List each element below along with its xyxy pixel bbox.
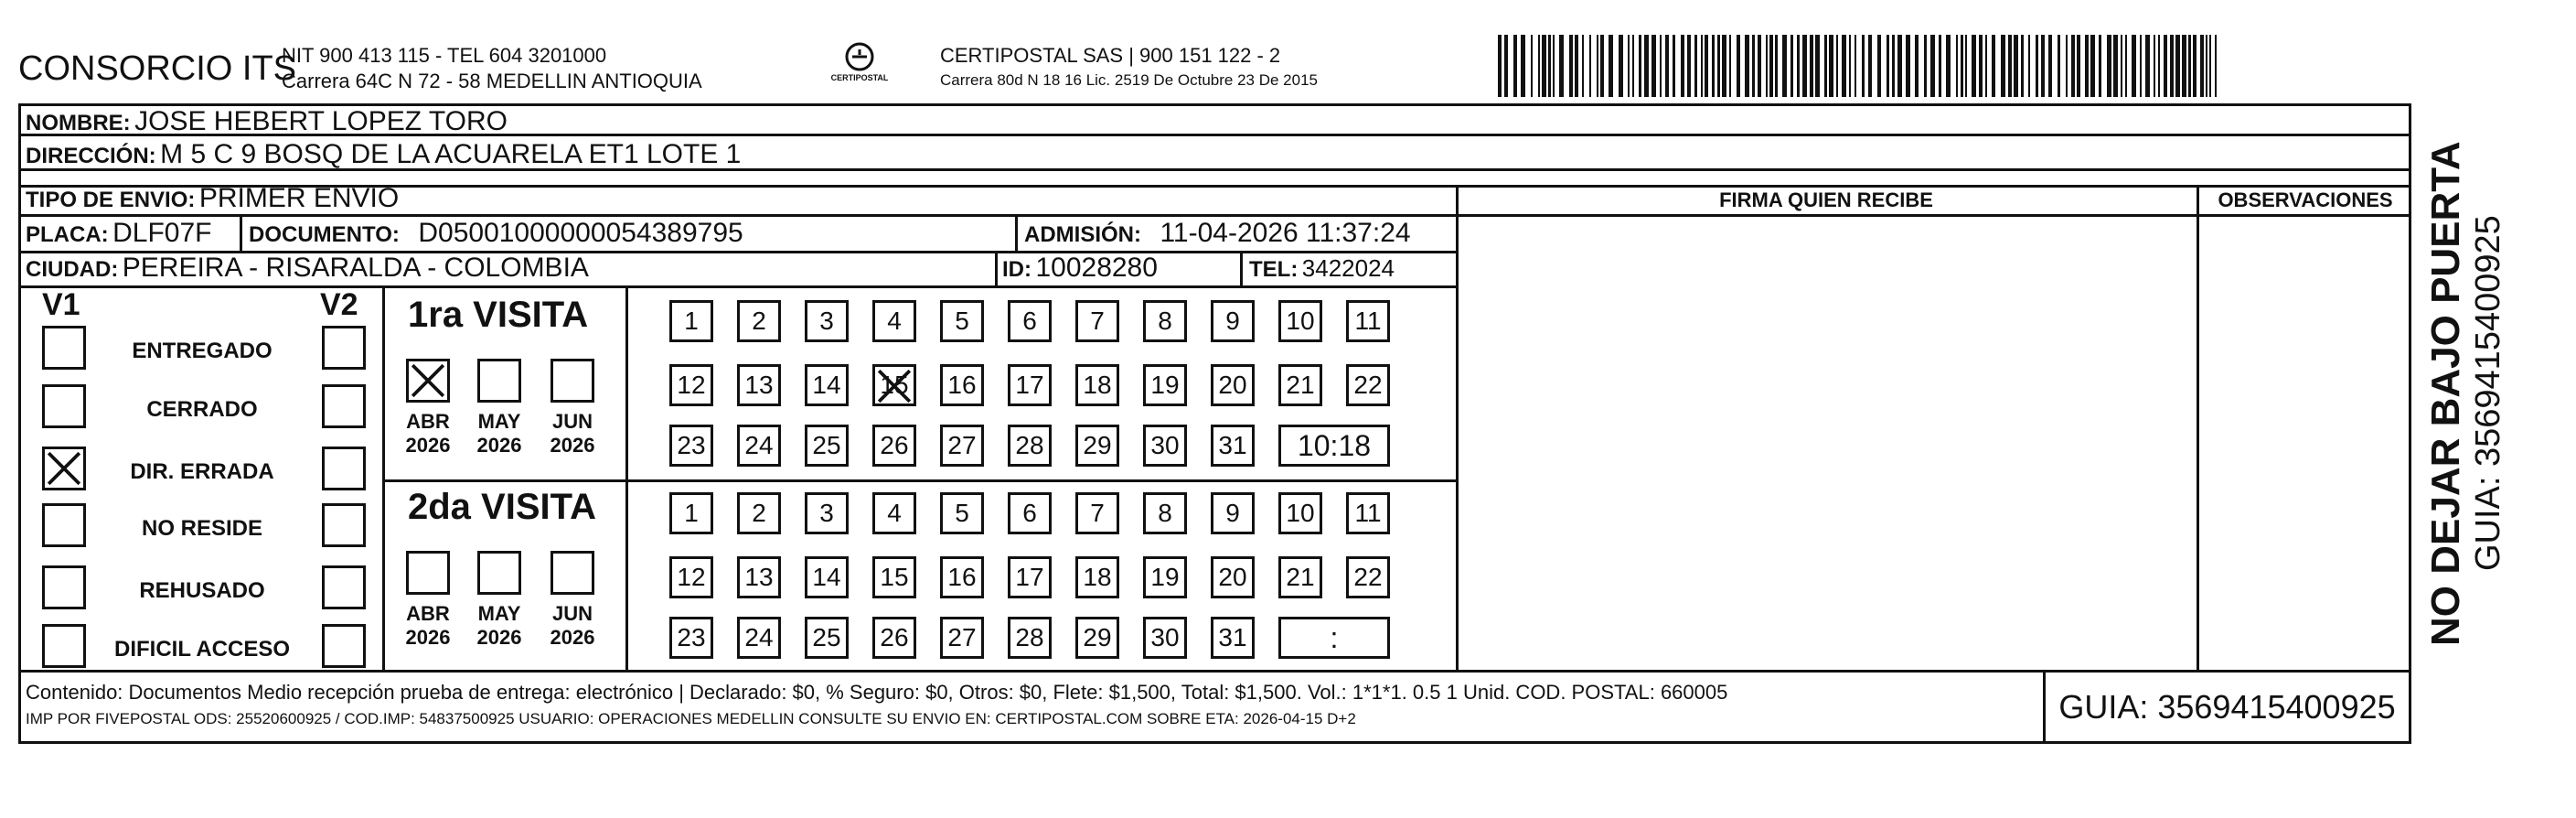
day-box[interactable]: 25 xyxy=(805,425,849,467)
barcode-bar xyxy=(1673,35,1675,97)
day-box[interactable]: 18 xyxy=(1075,364,1119,406)
barcode-bar xyxy=(1589,35,1591,97)
day-box[interactable]: 11 xyxy=(1346,492,1390,534)
barcode-bar xyxy=(1887,35,1889,97)
tel-row xyxy=(1249,254,1395,283)
direccion-label: DIRECCIÓN: xyxy=(26,144,156,168)
barcode-bar xyxy=(1701,35,1703,97)
address-line: Carrera 64C N 72 - 58 MEDELLIN ANTIOQUIA xyxy=(282,70,702,92)
barcode-bar xyxy=(1644,35,1649,97)
barcode-bar xyxy=(1498,35,1502,97)
day-box[interactable]: 25 xyxy=(805,617,849,659)
day-box[interactable]: 26 xyxy=(872,425,916,467)
v2-checkbox[interactable] xyxy=(322,565,366,609)
barcode-bar xyxy=(1877,35,1881,97)
barcode-bar xyxy=(1946,35,1951,97)
v2-checkbox[interactable] xyxy=(322,447,366,490)
barcode-bar xyxy=(2145,35,2150,97)
nit-line: NIT 900 413 115 - TEL 604 3201000 xyxy=(282,44,607,67)
barcode-bar xyxy=(1824,35,1827,97)
license-line: Carrera 80d N 18 16 Lic. 2519 De Octubre 23 De 2015 xyxy=(940,71,1318,89)
documento-row xyxy=(249,218,743,249)
barcode-bar xyxy=(1790,35,1793,97)
barcode-bar xyxy=(1775,35,1778,97)
barcode-bar xyxy=(1722,35,1726,97)
logo-label: CERTIPOSTAL xyxy=(830,73,889,82)
month-label xyxy=(397,602,459,650)
ciudad-label: CIUDAD: xyxy=(26,257,119,282)
month-label xyxy=(468,602,530,650)
nombre-value: JOSE HEBERT LOPEZ TORO xyxy=(134,106,508,136)
barcode-bar xyxy=(1548,35,1551,97)
v2-checkbox[interactable] xyxy=(322,326,366,370)
day-box[interactable]: 11 xyxy=(1346,300,1390,342)
barcode-bar xyxy=(1930,35,1935,97)
barcode-bar xyxy=(1651,35,1656,97)
footer-line2: IMP POR FIVEPOSTAL ODS: 25520600925 / COD.IMP: 54837500925 USUARIO: OPERACIONES MEDELLIN CONSULTE SU ENVIO EN: CERTIPOSTAL.COM SOBRE ETA: 2026-04-15 D+2 xyxy=(26,710,1356,727)
day-box[interactable]: 2 xyxy=(737,492,781,534)
day-box[interactable]: 12 xyxy=(669,556,713,598)
barcode-bar xyxy=(1575,35,1578,97)
day-box[interactable]: 29 xyxy=(1075,425,1119,467)
barcode-bar xyxy=(2107,35,2111,97)
day-box[interactable]: 10 xyxy=(1278,492,1322,534)
time-box[interactable]: : xyxy=(1278,617,1390,659)
day-box[interactable]: 31 xyxy=(1211,425,1255,467)
barcode-bar xyxy=(2215,35,2217,97)
barcode-bar xyxy=(1639,35,1641,97)
month-label xyxy=(397,410,459,457)
day-box[interactable]: 18 xyxy=(1075,556,1119,598)
day-box[interactable]: 23 xyxy=(669,617,713,659)
day-box[interactable]: 12 xyxy=(669,364,713,406)
barcode-bar xyxy=(1531,35,1533,97)
barcode-bar xyxy=(1559,35,1564,97)
barcode xyxy=(1496,35,2224,97)
month-name: ABR xyxy=(406,602,450,625)
barcode-bar xyxy=(1609,35,1613,97)
id-row xyxy=(1002,253,1158,284)
month-checkbox[interactable] xyxy=(550,551,594,595)
day-box[interactable]: 20 xyxy=(1211,556,1255,598)
barcode-bar xyxy=(2071,35,2075,97)
barcode-bar xyxy=(1582,35,1584,97)
barcode-bar xyxy=(2036,35,2038,97)
month-label xyxy=(541,602,604,650)
month-label xyxy=(468,410,530,457)
status-label: DIFICIL ACCESO xyxy=(113,637,290,662)
v1-label: V1 xyxy=(42,287,80,322)
barcode-bar xyxy=(1769,35,1773,97)
month-checkbox[interactable] xyxy=(406,359,450,403)
month-year: 2026 xyxy=(550,434,595,457)
direccion-row xyxy=(26,139,741,170)
month-name: MAY xyxy=(477,410,521,433)
day-box[interactable]: 13 xyxy=(737,556,781,598)
day-box[interactable]: 1 xyxy=(669,492,713,534)
barcode-bar xyxy=(2001,35,2005,97)
barcode-bar xyxy=(1965,35,1967,97)
day-box[interactable]: 7 xyxy=(1075,492,1119,534)
barcode-bar xyxy=(1758,35,1761,97)
admision-label: ADMISIÓN: xyxy=(1024,222,1141,247)
barcode-bar xyxy=(1694,35,1697,97)
day-box[interactable]: 28 xyxy=(1008,425,1052,467)
day-box[interactable]: 28 xyxy=(1008,617,1052,659)
day-box[interactable]: 10 xyxy=(1278,300,1322,342)
day-box[interactable]: 9 xyxy=(1211,300,1255,342)
barcode-bar xyxy=(1745,35,1749,97)
barcode-bar xyxy=(1712,35,1715,97)
day-box[interactable]: 6 xyxy=(1008,492,1052,534)
day-box[interactable]: 2 xyxy=(737,300,781,342)
ciudad-row xyxy=(26,253,589,284)
day-box[interactable]: 22 xyxy=(1346,364,1390,406)
day-box[interactable]: 24 xyxy=(737,617,781,659)
placa-value: DLF07F xyxy=(112,218,212,248)
status-label: CERRADO xyxy=(146,397,258,422)
day-box[interactable]: 20 xyxy=(1211,364,1255,406)
barcode-bar xyxy=(1862,35,1865,97)
ciudad-value: PEREIRA - RISARALDA - COLOMBIA xyxy=(122,253,589,283)
day-box[interactable]: 24 xyxy=(737,425,781,467)
barcode-bar xyxy=(2193,35,2197,97)
barcode-bar xyxy=(1915,35,1919,97)
barcode-bar xyxy=(1815,35,1820,97)
barcode-bar xyxy=(1513,35,1517,97)
barcode-bar xyxy=(2158,35,2160,97)
company-name: CONSORCIO ITS xyxy=(18,49,297,88)
day-box[interactable]: 16 xyxy=(940,364,984,406)
barcode-bar xyxy=(1542,35,1546,97)
day-box[interactable]: 15 xyxy=(872,364,916,406)
v1-checkbox[interactable] xyxy=(42,503,86,547)
barcode-bar xyxy=(1538,35,1540,97)
direccion-value: M 5 C 9 BOSQ DE LA ACUARELA ET1 LOTE 1 xyxy=(160,139,742,169)
side-warning: NO DEJAR BAJO PUERTA xyxy=(2423,141,2468,646)
v1-checkbox[interactable] xyxy=(42,624,86,668)
barcode-bar xyxy=(2048,35,2052,97)
barcode-bar xyxy=(2170,35,2174,97)
status-label: ENTREGADO xyxy=(132,339,273,363)
barcode-bar xyxy=(1619,35,1623,97)
day-box[interactable]: 14 xyxy=(805,556,849,598)
barcode-bar xyxy=(2090,35,2095,97)
day-box[interactable]: 19 xyxy=(1143,556,1187,598)
tel-value: 3422024 xyxy=(1301,254,1395,282)
barcode-bar xyxy=(1956,35,1958,97)
barcode-bar xyxy=(2028,35,2030,97)
barcode-bar xyxy=(2113,35,2118,97)
month-name: JUN xyxy=(551,602,593,625)
barcode-bar xyxy=(1665,35,1669,97)
barcode-bar xyxy=(2014,35,2018,97)
certipostal-line: CERTIPOSTAL SAS | 900 151 122 - 2 xyxy=(940,44,1281,67)
v2-checkbox[interactable] xyxy=(322,624,366,668)
barcode-bar xyxy=(1687,35,1691,97)
footer-line1: Contenido: Documentos Medio recepción prueba de entrega: electrónico | Declarado: $0, % Seguro: $0, Otros: $0, Flete: $1,500, Total: $1,500. Vol.: 1*1*1. 0.5 1 Unid. COD. POSTAL: 660005 xyxy=(26,681,1728,704)
placa-label: PLACA: xyxy=(26,222,109,247)
placa-row xyxy=(26,218,211,249)
barcode-bar xyxy=(1660,35,1662,97)
month-name: MAY xyxy=(477,602,521,625)
v1-checkbox[interactable] xyxy=(42,565,86,609)
day-box[interactable]: 19 xyxy=(1143,364,1187,406)
month-name: ABR xyxy=(406,410,450,433)
tipo-value: PRIMER ENVIO xyxy=(198,183,400,213)
month-label xyxy=(541,410,604,457)
day-box[interactable]: 6 xyxy=(1008,300,1052,342)
barcode-bar xyxy=(2209,35,2211,97)
month-year: 2026 xyxy=(405,626,451,649)
day-box[interactable]: 4 xyxy=(872,492,916,534)
barcode-bar xyxy=(1897,35,1902,97)
v1-checkbox[interactable] xyxy=(42,384,86,428)
barcode-bar xyxy=(1924,35,1927,97)
v2-checkbox[interactable] xyxy=(322,384,366,428)
tipo-row xyxy=(26,183,399,214)
barcode-bar xyxy=(2188,35,2191,97)
day-box[interactable]: 7 xyxy=(1075,300,1119,342)
barcode-bar xyxy=(1632,35,1634,97)
barcode-bar xyxy=(1737,35,1740,97)
v1-checkbox[interactable] xyxy=(42,326,86,370)
month-checkbox[interactable] xyxy=(406,551,450,595)
day-box[interactable]: 8 xyxy=(1143,300,1187,342)
month-checkbox[interactable] xyxy=(477,359,521,403)
documento-label: DOCUMENTO: xyxy=(249,222,400,247)
barcode-bar xyxy=(1597,35,1598,97)
barcode-bar xyxy=(2206,35,2207,97)
barcode-bar xyxy=(2085,35,2089,97)
barcode-bar xyxy=(1504,35,1508,97)
barcode-bar xyxy=(1752,35,1755,97)
day-box[interactable]: 21 xyxy=(1278,364,1322,406)
month-checkbox[interactable] xyxy=(477,551,521,595)
barcode-bar xyxy=(1628,35,1630,97)
barcode-bar xyxy=(1985,35,1987,97)
day-box[interactable]: 14 xyxy=(805,364,849,406)
day-box[interactable]: 30 xyxy=(1143,617,1187,659)
barcode-bar xyxy=(2132,35,2136,97)
barcode-bar xyxy=(1842,35,1846,97)
day-box[interactable]: 23 xyxy=(669,425,713,467)
visit2-title: 2da VISITA xyxy=(408,487,596,527)
barcode-bar xyxy=(1939,35,1941,97)
barcode-bar xyxy=(1553,35,1555,97)
admision-row xyxy=(1024,218,1411,249)
barcode-bar xyxy=(2021,35,2024,97)
firma-header: FIRMA QUIEN RECIBE xyxy=(1719,188,1933,211)
day-box[interactable]: 16 xyxy=(940,556,984,598)
status-label: DIR. ERRADA xyxy=(130,459,274,484)
month-year: 2026 xyxy=(476,434,522,457)
certipostal-logo xyxy=(823,40,896,91)
day-box[interactable]: 1 xyxy=(669,300,713,342)
day-box[interactable]: 22 xyxy=(1346,556,1390,598)
admision-value: 11-04-2026 11:37:24 xyxy=(1160,218,1411,248)
month-checkbox[interactable] xyxy=(550,359,594,403)
barcode-bar xyxy=(2200,35,2204,97)
status-label: REHUSADO xyxy=(139,578,265,603)
day-box[interactable]: 30 xyxy=(1143,425,1187,467)
barcode-bar xyxy=(1521,35,1525,97)
barcode-bar xyxy=(1810,35,1813,97)
barcode-bar xyxy=(2164,35,2167,97)
barcode-bar xyxy=(2008,35,2012,97)
nombre-row xyxy=(26,106,508,137)
day-box[interactable]: 26 xyxy=(872,617,916,659)
day-box[interactable]: 9 xyxy=(1211,492,1255,534)
observaciones-header: OBSERVACIONES xyxy=(2218,188,2393,211)
barcode-bar xyxy=(1802,35,1807,97)
day-box[interactable]: 21 xyxy=(1278,556,1322,598)
day-box[interactable]: 17 xyxy=(1008,364,1052,406)
barcode-bar xyxy=(1600,35,1604,97)
barcode-bar xyxy=(2058,35,2060,97)
barcode-bar xyxy=(1797,35,1800,97)
barcode-bar xyxy=(2066,35,2068,97)
month-year: 2026 xyxy=(550,626,595,649)
barcode-bar xyxy=(2099,35,2101,97)
barcode-bar xyxy=(2041,35,2045,97)
barcode-bar xyxy=(1836,35,1838,97)
barcode-bar xyxy=(1569,35,1573,97)
day-box[interactable]: 13 xyxy=(737,364,781,406)
footer-guia: GUIA: 3569415400925 xyxy=(2058,688,2396,726)
barcode-bar xyxy=(1681,35,1684,97)
day-box[interactable]: 3 xyxy=(805,300,849,342)
day-box[interactable]: 5 xyxy=(940,300,984,342)
day-box[interactable]: 5 xyxy=(940,492,984,534)
barcode-bar xyxy=(1906,35,1910,97)
barcode-bar xyxy=(1705,35,1708,97)
barcode-bar xyxy=(2121,35,2122,97)
day-box[interactable]: 27 xyxy=(940,617,984,659)
day-box[interactable]: 4 xyxy=(872,300,916,342)
barcode-bar xyxy=(2175,35,2180,97)
barcode-bar xyxy=(1972,35,1976,97)
month-year: 2026 xyxy=(476,626,522,649)
day-box[interactable]: 15 xyxy=(872,556,916,598)
tipo-label: TIPO DE ENVIO: xyxy=(26,188,196,212)
barcode-bar xyxy=(2140,35,2142,97)
barcode-bar xyxy=(1855,35,1856,97)
barcode-bar xyxy=(1849,35,1851,97)
time-box[interactable]: 10:18 xyxy=(1278,425,1390,467)
barcode-bar xyxy=(1729,35,1731,97)
barcode-bar xyxy=(1892,35,1895,97)
v1-checkbox[interactable] xyxy=(42,447,86,490)
barcode-bar xyxy=(2077,35,2080,97)
barcode-bar xyxy=(1829,35,1833,97)
tel-label: TEL: xyxy=(1249,257,1299,282)
id-value: 10028280 xyxy=(1035,253,1158,283)
barcode-bar xyxy=(1717,35,1720,97)
visit1-title: 1ra VISITA xyxy=(408,295,589,335)
barcode-bar xyxy=(2125,35,2127,97)
nombre-label: NOMBRE: xyxy=(26,111,131,135)
month-name: JUN xyxy=(551,410,593,433)
day-box[interactable]: 31 xyxy=(1211,617,1255,659)
barcode-bar xyxy=(2154,35,2155,97)
barcode-bar xyxy=(1979,35,1983,97)
barcode-bar xyxy=(2182,35,2186,97)
day-box[interactable]: 27 xyxy=(940,425,984,467)
v2-checkbox[interactable] xyxy=(322,503,366,547)
id-label: ID: xyxy=(1002,257,1031,282)
day-box[interactable]: 8 xyxy=(1143,492,1187,534)
barcode-bar xyxy=(1766,35,1768,97)
documento-value: D05001000000054389795 xyxy=(418,218,743,248)
status-label: NO RESIDE xyxy=(141,516,263,541)
barcode-bar xyxy=(1992,35,1995,97)
day-box[interactable]: 3 xyxy=(805,492,849,534)
day-box[interactable]: 17 xyxy=(1008,556,1052,598)
barcode-bar xyxy=(1868,35,1872,97)
barcode-bar xyxy=(1782,35,1787,97)
v2-label: V2 xyxy=(320,287,358,322)
month-year: 2026 xyxy=(405,434,451,457)
barcode-bar xyxy=(1961,35,1963,97)
day-box[interactable]: 29 xyxy=(1075,617,1119,659)
side-guia: GUIA: 3569415400925 xyxy=(2469,215,2507,571)
